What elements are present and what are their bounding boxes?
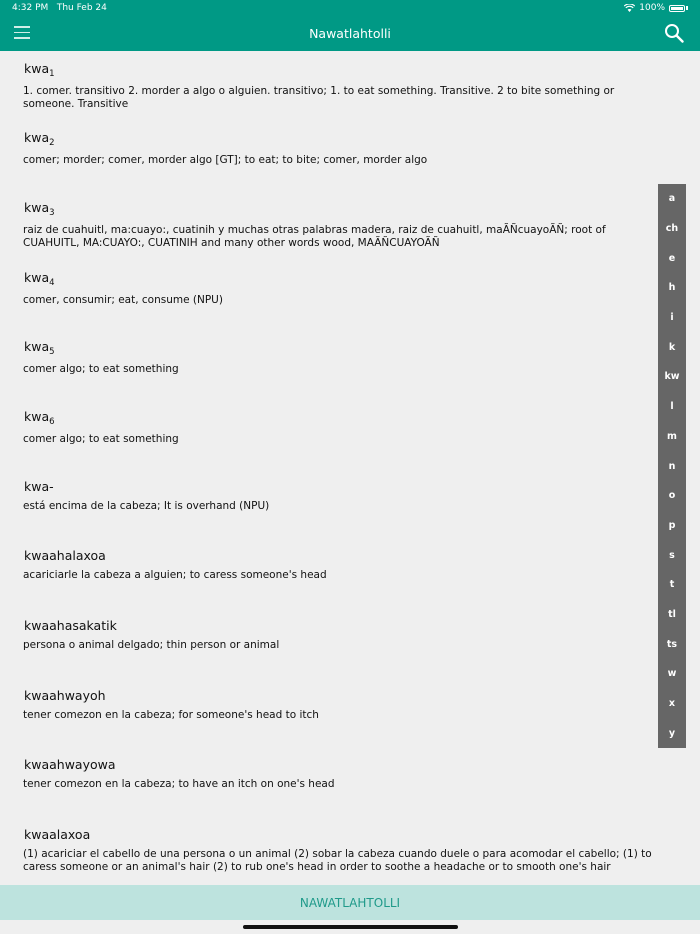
definition: comer algo; to eat something	[23, 433, 179, 445]
headword: kwaalaxoa	[24, 827, 91, 842]
wifi-icon	[624, 4, 635, 12]
index-letter-a[interactable]: a	[668, 193, 676, 205]
status-time: 4:32 PM Thu Feb 24	[12, 3, 107, 13]
search-icon[interactable]	[664, 23, 684, 43]
headword: kwa$_2$	[24, 130, 55, 148]
index-letter-ch[interactable]: ch	[665, 223, 679, 235]
list-item[interactable]	[23, 827, 653, 873]
app-header	[0, 0, 700, 51]
index-letter-p[interactable]: p	[668, 519, 676, 531]
definition: raiz de cuahuitl, ma:cuayo:, cuatinih y muchas otras palabras madera, raiz de cuahuitl, maÃÑcuayoÃÑ; root of CUAHUITL, MA:CUAYO:, CUATINIH and many other words wood, MAÃÑCUAYOÃÑ	[23, 224, 606, 249]
index-letter-k[interactable]: k	[668, 341, 676, 353]
headword: kwa$_3$	[24, 200, 55, 218]
index-letter-tl[interactable]: tl	[668, 608, 676, 620]
index-letter-o[interactable]: o	[668, 490, 676, 502]
definition: acariciarle la cabeza a alguien; to caress someone's head	[23, 569, 327, 581]
index-letter-ts[interactable]: ts	[666, 638, 678, 650]
index-letter-y[interactable]: y	[668, 727, 676, 739]
battery-percent: 100%	[639, 3, 665, 13]
page-title: Nawatlahtolli	[309, 26, 391, 41]
index-letter-s[interactable]: s	[669, 549, 675, 561]
headword: kwa$_5$	[24, 339, 55, 357]
definition: tener comezon en la cabeza; for someone's head to itch	[23, 709, 319, 721]
index-letter-t[interactable]: t	[669, 579, 675, 591]
definition: comer; morder; comer, morder algo [GT]; to eat; to bite; comer, morder algo	[23, 154, 428, 166]
status-indicators	[624, 3, 688, 13]
list-item[interactable]	[23, 200, 653, 249]
headword: kwaahasakatik	[24, 618, 117, 633]
index-letter-i[interactable]: i	[670, 312, 674, 324]
alphabet-index[interactable]	[658, 184, 686, 748]
headword: kwaahalaxoa	[24, 548, 106, 563]
list-item[interactable]	[23, 130, 653, 167]
headword: kwaahwayoh	[24, 688, 106, 703]
index-letter-h[interactable]: h	[668, 282, 676, 294]
definition: 1. comer. transitivo 2. morder a algo o alguien. transitivo; 1. to eat something. Transitive. 2 to bite something or someone. Transitive	[23, 85, 615, 110]
index-letter-kw[interactable]: kw	[664, 371, 680, 383]
headword: kwa$_6$	[24, 409, 55, 427]
list-item[interactable]	[23, 409, 653, 446]
headword: kwa$_1$	[24, 61, 55, 79]
list-item[interactable]	[23, 757, 653, 791]
list-item[interactable]	[23, 688, 653, 722]
index-letter-m[interactable]: m	[667, 430, 677, 442]
headword: kwa$_4$	[24, 270, 55, 288]
headword: kwa-	[24, 479, 54, 494]
list-item[interactable]	[23, 61, 653, 110]
dictionary-list[interactable]	[0, 51, 700, 885]
index-letter-e[interactable]: e	[668, 252, 676, 264]
footer-tab-button[interactable]: NAWATLAHTOLLI	[0, 885, 700, 920]
list-item[interactable]	[23, 270, 653, 307]
home-indicator[interactable]	[243, 925, 458, 929]
battery-icon	[669, 5, 685, 12]
definition: está encima de la cabeza; It is overhand (NPU)	[23, 500, 270, 512]
definition: (1) acariciar el cabello de una persona o un animal (2) sobar la cabeza cuando duele o para acomodar el cabello; (1) to caress someone or an animal's hair (2) to rub one's head in order to soothe a headache or to smooth one's hair	[23, 848, 652, 873]
list-item[interactable]	[23, 339, 653, 376]
index-letter-w[interactable]: w	[667, 668, 677, 680]
list-item[interactable]	[23, 618, 653, 652]
definition: persona o animal delgado; thin person or animal	[23, 639, 280, 651]
index-letter-l[interactable]: l	[670, 401, 674, 413]
definition: comer algo; to eat something	[23, 363, 179, 375]
list-item[interactable]	[23, 548, 653, 582]
headword: kwaahwayowa	[24, 757, 116, 772]
index-letter-n[interactable]: n	[668, 460, 676, 472]
definition: tener comezon en la cabeza; to have an itch on one's head	[23, 778, 335, 790]
index-letter-x[interactable]: x	[668, 698, 676, 710]
list-item[interactable]	[23, 479, 653, 513]
definition: comer, consumir; eat, consume (NPU)	[23, 294, 223, 306]
